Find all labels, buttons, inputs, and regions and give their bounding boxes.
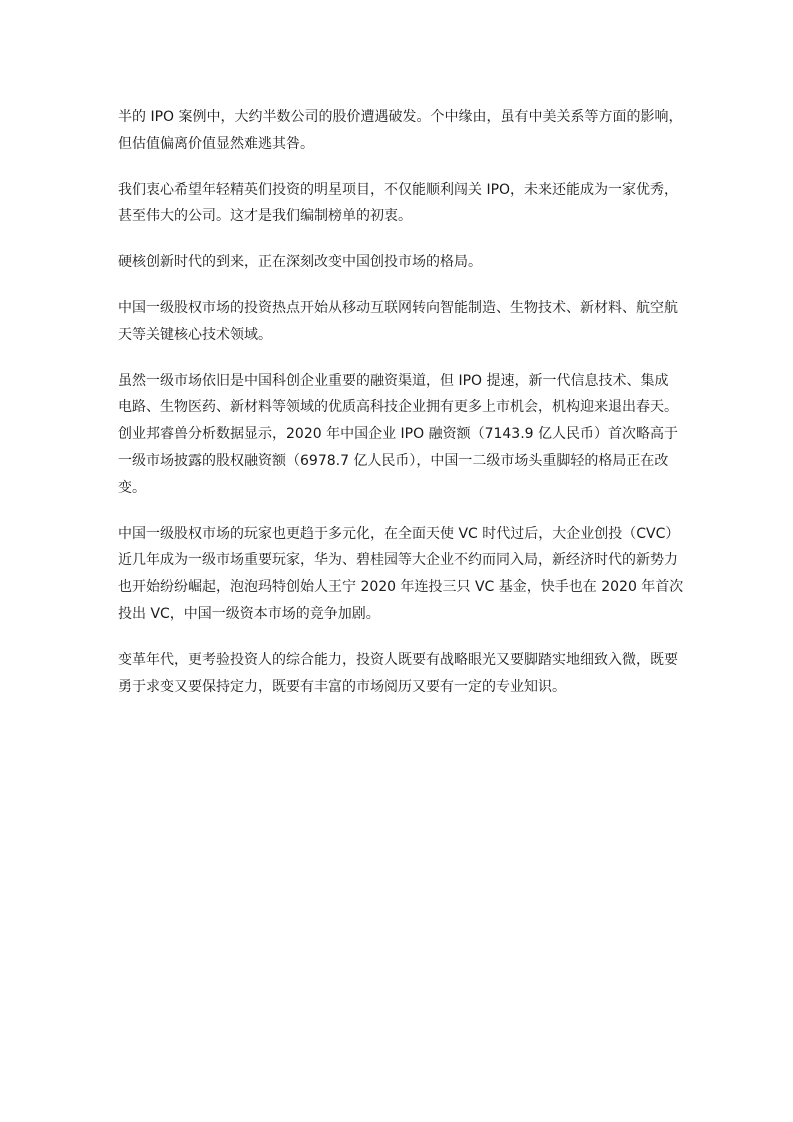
paragraph-5 xyxy=(118,368,678,502)
document-body xyxy=(118,104,684,719)
text-line: 中国一级股权市场的玩家也更趋于多元化，在全面天使 VC 时代过后，大企业创投（CVC） xyxy=(118,525,680,542)
text-line: 我们衷心希望年轻精英们投资的明星项目，不仅能顺利闯关 IPO，未来还能成为一家优秀， xyxy=(118,181,679,198)
paragraph-3 xyxy=(118,249,678,276)
text-line: 但估值偏离价值显然难逃其咎。 xyxy=(118,135,314,152)
paragraph-6 xyxy=(118,521,684,628)
text-line: 创业邦睿兽分析数据显示，2020 年中国企业 IPO 融资额（7143.9 亿人民币）首次略高于 xyxy=(118,426,679,443)
text-line: 电路、生物医药、新材料等领域的优质高科技企业拥有更多上市机会，机构迎来退出春天。 xyxy=(118,399,678,416)
text-line: 也开始纷纷崛起，泡泡玛特创始人王宁 2020 年连投三只 VC 基金，快手也在 2020 年首次 xyxy=(118,579,684,596)
text-line: 中国一级股权市场的投资热点开始从移动互联网转向智能制造、生物技术、新材料、航空航 xyxy=(118,299,678,316)
text-line: 变。 xyxy=(118,479,146,496)
text-line: 投出 VC，中国一级资本市场的竞争加剧。 xyxy=(118,605,380,622)
text-line: 天等关键核心技术领域。 xyxy=(118,326,272,343)
paragraph-2 xyxy=(118,177,678,231)
text-line: 一级市场披露的股权融资额（6978.7 亿人民币），中国一二级市场头重脚轻的格局正在改 xyxy=(118,452,669,469)
text-line: 虽然一级市场依旧是中国科创企业重要的融资渠道，但 IPO 提速，新一代信息技术、集成 xyxy=(118,372,669,389)
paragraph-4 xyxy=(118,295,678,349)
text-line: 变革年代，更考验投资人的综合能力，投资人既要有战略眼光又要脚踏实地细致入微，既要 xyxy=(118,651,678,668)
text-line: 硬核创新时代的到来，正在深刻改变中国创投市场的格局。 xyxy=(118,254,482,271)
text-line: 甚至伟大的公司。这才是我们编制榜单的初衷。 xyxy=(118,208,412,225)
text-line: 近几年成为一级市场重要玩家，华为、碧桂园等大企业不约而同入局，新经济时代的新势力 xyxy=(118,552,678,569)
text-line: 勇于求变又要保持定力，既要有丰富的市场阅历又要有一定的专业知识。 xyxy=(118,678,566,695)
paragraph-1 xyxy=(118,104,683,158)
paragraph-7 xyxy=(118,647,678,701)
text-line: 半的 IPO 案例中，大约半数公司的股价遭遇破发。个中缘由，虽有中美关系等方面的影响， xyxy=(118,109,683,125)
